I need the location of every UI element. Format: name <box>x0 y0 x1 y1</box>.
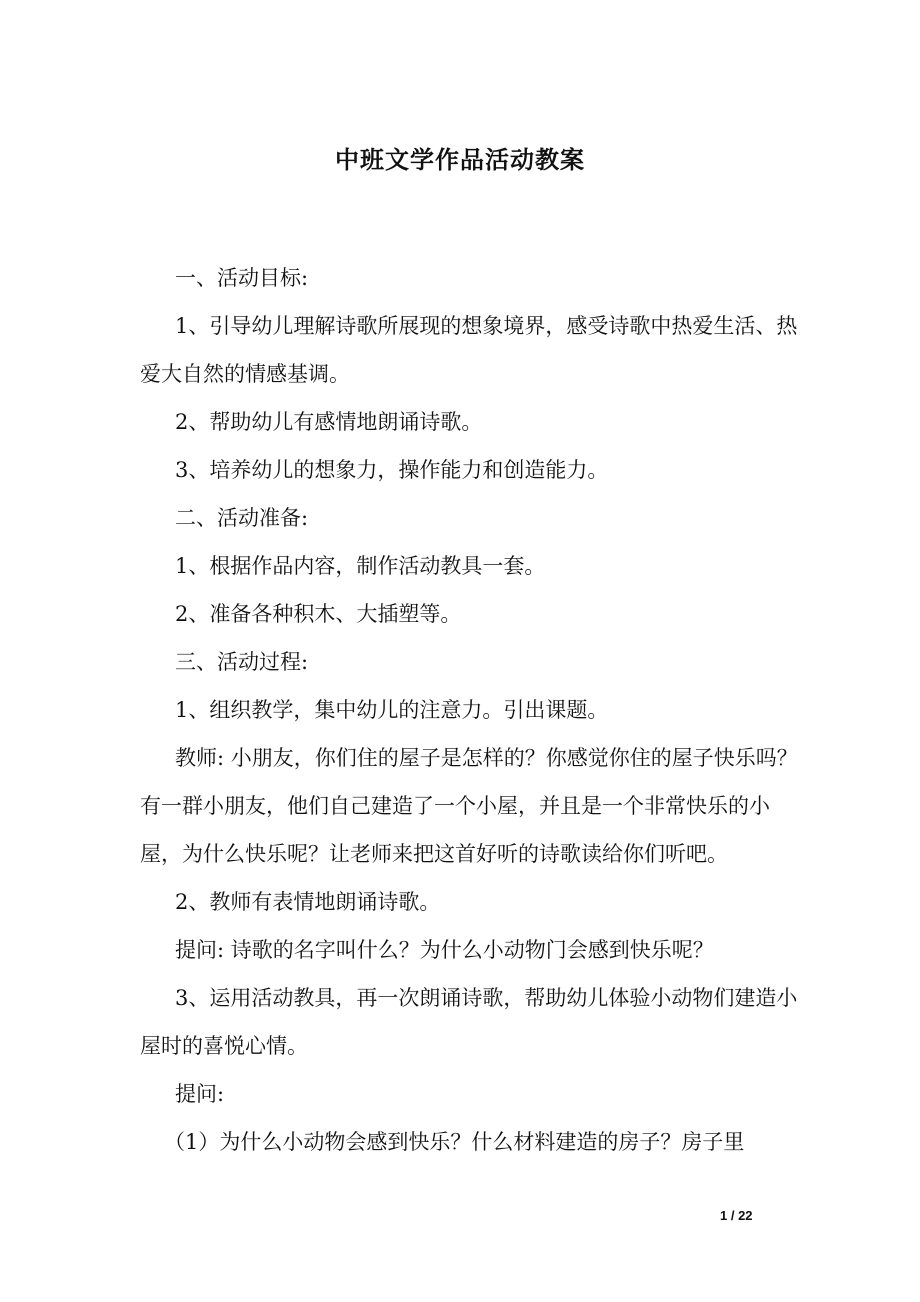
teacher-dialogue: 教师: 小朋友，你们住的屋子是怎样的？你感觉你住的屋子快乐吗？有一群小朋友，他们自己建造了一个小屋，并且是一个非常快乐的小屋，为什么快乐呢？让老师来把这首好听的诗歌读给你们听吧。 <box>140 746 798 866</box>
goal-item-3: 3、培养幼儿的想象力，操作能力和创造能力。 <box>175 458 609 482</box>
preparation-item-1: 1、根据作品内容，制作活动教具一套。 <box>175 554 546 578</box>
page-number: 1 / 22 <box>720 1208 753 1223</box>
question-item-1: （1）为什么小动物会感到快乐？什么材料建造的房子？房子里 <box>164 1130 745 1154</box>
goal-item-1: 1、引导幼儿理解诗歌所展现的想象境界，感受诗歌中热爱生活、热爱大自然的情感基调。 <box>140 314 798 386</box>
preparation-item-2: 2、准备各种积木、大插塑等。 <box>175 602 462 626</box>
question-1: 提问: 诗歌的名字叫什么？为什么小动物门会感到快乐呢？ <box>175 938 714 962</box>
document-body <box>140 254 800 1166</box>
process-item-2: 2、教师有表情地朗诵诗歌。 <box>175 890 441 914</box>
document-title: 中班文学作品活动教案 <box>335 145 585 174</box>
goal-item-2: 2、帮助幼儿有感情地朗诵诗歌。 <box>175 410 483 434</box>
process-item-1: 1、组织教学，集中幼儿的注意力。引出课题。 <box>175 698 609 722</box>
section-heading-goals: 一、活动目标: <box>175 266 309 290</box>
process-item-3: 3、运用活动教具，再一次朗诵诗歌，帮助幼儿体验小动物们建造小屋时的喜悦心情。 <box>140 986 798 1058</box>
section-heading-preparation: 二、活动准备: <box>175 506 309 530</box>
section-heading-process: 三、活动过程: <box>175 650 309 674</box>
question-label: 提问: <box>175 1082 225 1106</box>
